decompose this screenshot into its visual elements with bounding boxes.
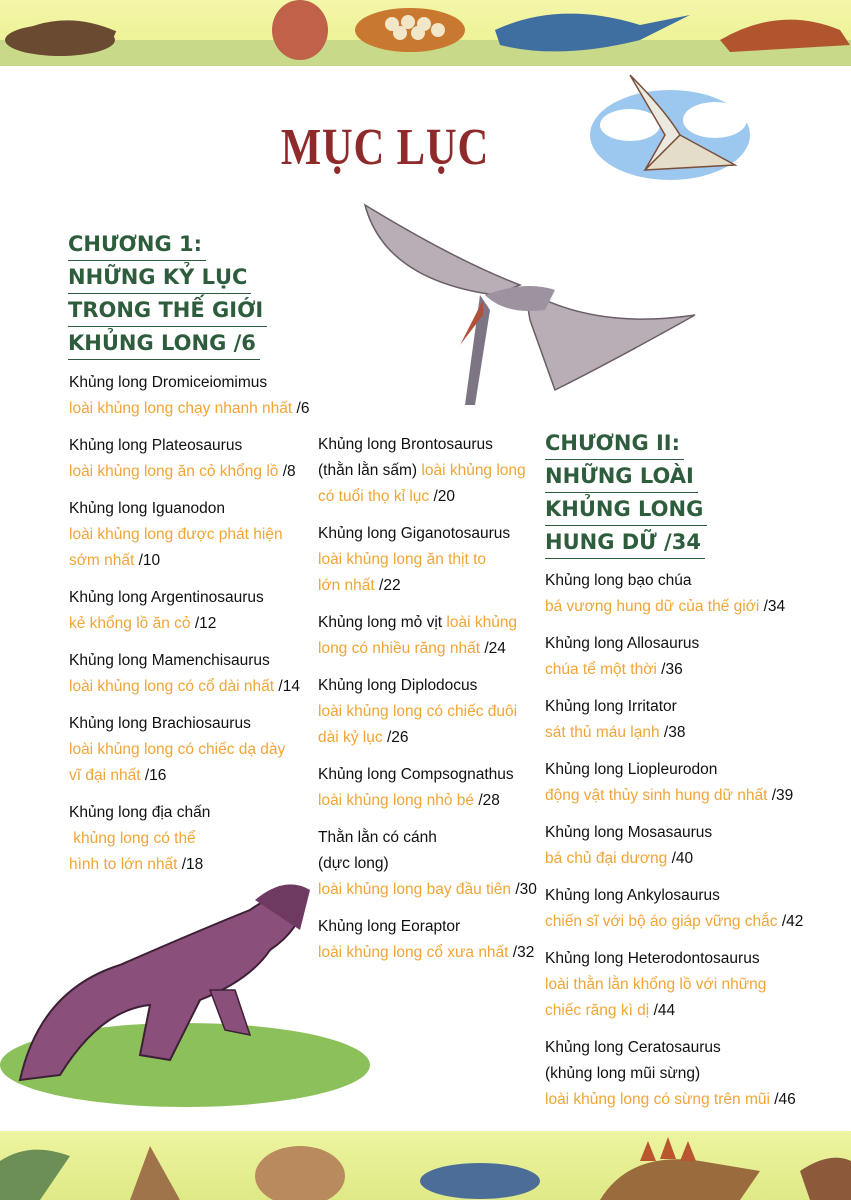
entry-description: chiếc răng kì dị: [545, 1002, 650, 1019]
chapter-2-line: KHỦNG LONG: [545, 493, 707, 526]
entry-page: /28: [478, 792, 500, 809]
entry-description: hình to lớn nhất: [69, 856, 178, 873]
toc-entry[interactable]: [318, 914, 537, 966]
entry-description: loài khủng long chạy nhanh nhất: [69, 400, 293, 417]
entry-description: loài khủng long có chiếc đuôi: [318, 703, 518, 720]
toc-entry[interactable]: [545, 631, 803, 683]
entry-title: Khủng long Dromiceiomimus: [69, 374, 268, 391]
toc-entry[interactable]: [545, 568, 803, 620]
entry-title: Khủng long địa chấn: [69, 804, 211, 821]
entry-page: /36: [661, 661, 683, 678]
entry-page: /16: [144, 767, 167, 784]
toc-entry[interactable]: [318, 673, 537, 751]
entry-title: Khủng long Liopleurodon: [545, 761, 718, 778]
top-illustration-band: [0, 0, 851, 66]
middle-entries: [318, 432, 537, 966]
entry-page: /24: [484, 640, 506, 657]
entry-title: Khủng long Ceratosaurus: [545, 1039, 721, 1056]
entry-subtitle: (thằn lằn sấm): [318, 462, 418, 479]
entry-description: khủng long có thể: [69, 830, 196, 847]
chapter-1-line: TRONG THẾ GIỚI: [68, 294, 267, 327]
toc-entry[interactable]: [69, 711, 309, 789]
chapter-2-line: CHƯƠNG II:: [545, 427, 684, 460]
entry-description: loài khủng long ăn thịt to: [318, 551, 487, 568]
toc-entry[interactable]: [318, 432, 537, 510]
entry-page: /18: [181, 856, 204, 873]
dinosaur-scene-top: [0, 0, 851, 66]
toc-entry[interactable]: [69, 433, 309, 485]
entry-description: bá vương hung dữ của thế giới: [545, 598, 760, 615]
toc-entry[interactable]: [318, 825, 537, 903]
entry-title: Khủng long Irritator: [545, 698, 677, 715]
toc-entry[interactable]: [545, 946, 803, 1024]
entry-description: loài khủng long bay đầu tiên: [318, 881, 512, 898]
entry-description: loài khủng long ăn cỏ khổng lồ: [69, 463, 279, 480]
toc-entry[interactable]: [69, 496, 309, 574]
entry-description: loài khủng long nhỏ bé: [318, 792, 474, 809]
chapter-1-entries: [69, 370, 309, 878]
entry-description: sát thủ máu lạnh: [545, 724, 660, 741]
entry-page: /30: [515, 881, 537, 898]
entry-description: chiến sĩ với bộ áo giáp vững chắc: [545, 913, 778, 930]
toc-entry[interactable]: [545, 883, 803, 935]
entry-description: sớm nhất: [69, 552, 135, 569]
page-title: MỤC LỤC: [280, 119, 490, 176]
toc-entry[interactable]: [318, 610, 537, 662]
entry-subtitle: (dực long): [318, 855, 389, 872]
entry-title: Khủng long Mamenchisaurus: [69, 652, 270, 669]
entry-description: loài khủng long: [421, 462, 526, 479]
bottom-illustration-band: [0, 1131, 851, 1200]
chapter-1-heading: [68, 228, 267, 360]
entry-description: động vật thủy sinh hung dữ nhất: [545, 787, 768, 804]
toc-entry[interactable]: [318, 762, 537, 814]
entry-page: /12: [194, 615, 217, 632]
entry-page: /46: [774, 1091, 796, 1108]
entry-description: dài kỷ lục: [318, 729, 383, 746]
entry-page: /10: [138, 552, 161, 569]
chapter-1-line: CHƯƠNG 1:: [68, 228, 206, 261]
entry-page: /22: [379, 577, 401, 594]
entry-page: /6: [296, 400, 310, 417]
entry-page: /44: [653, 1002, 676, 1019]
toc-entry[interactable]: [69, 800, 309, 878]
entry-title: Thằn lằn có cánh: [318, 829, 437, 846]
entry-title: Khủng long Allosaurus: [545, 635, 700, 652]
entry-title: Khủng long Ankylosaurus: [545, 887, 720, 904]
entry-page: /39: [771, 787, 794, 804]
chapter-2-entries: [545, 568, 803, 1113]
entry-page: /34: [763, 598, 786, 615]
entry-title: Khủng long Eoraptor: [318, 918, 461, 935]
entry-description: loài khủng long có sừng trên mũi: [545, 1091, 770, 1108]
entry-title: Khủng long mỏ vịt: [318, 614, 443, 631]
entry-description: loài khủng long cổ xưa nhất: [318, 944, 509, 961]
entry-title: Khủng long Compsognathus: [318, 766, 514, 783]
entry-description: loài khủng: [446, 614, 518, 631]
entry-title: Khủng long Giganotosaurus: [318, 525, 511, 542]
entry-description: bá chủ đại dương: [545, 850, 668, 867]
entry-page: /26: [386, 729, 409, 746]
entry-page: /42: [781, 913, 804, 930]
entry-description: có tuổi thọ kỉ lục: [318, 488, 430, 505]
pterosaur-illustration: [355, 200, 700, 410]
entry-title: Khủng long Plateosaurus: [69, 437, 243, 454]
toc-entry[interactable]: [318, 521, 537, 599]
chapter-2-heading: [545, 427, 707, 559]
entry-title: Khủng long Brachiosaurus: [69, 715, 251, 732]
toc-entry[interactable]: [545, 1035, 803, 1113]
entry-title: Khủng long bạo chúa: [545, 572, 692, 589]
chapter-1-line: KHỦNG LONG /6: [68, 327, 260, 360]
entry-page: /32: [512, 944, 535, 961]
entry-description: chúa tể một thời: [545, 661, 657, 678]
toc-entry[interactable]: [69, 370, 309, 422]
chapter-1-line: NHỮNG KỶ LỤC: [68, 261, 251, 294]
entry-title: Khủng long Diplodocus: [318, 677, 478, 694]
chapter-2-line: HUNG DỮ /34: [545, 526, 705, 559]
entry-page: /14: [278, 678, 300, 695]
toc-entry[interactable]: [69, 648, 309, 700]
entry-page: /40: [671, 850, 694, 867]
chapter-2-line: NHỮNG LOÀI: [545, 460, 698, 493]
entry-description: loài khủng long được phát hiện: [69, 526, 283, 543]
entry-description: long có nhiều răng nhất: [318, 640, 481, 657]
dinosaur-scene-bottom: [0, 1131, 851, 1200]
toc-entry[interactable]: [545, 694, 803, 746]
toc-entry[interactable]: [545, 757, 803, 809]
toc-entry[interactable]: [69, 585, 309, 637]
entry-description: loài khủng long có cổ dài nhất: [69, 678, 275, 695]
entry-subtitle: (khủng long mũi sừng): [545, 1065, 701, 1082]
entry-description: loài thằn lằn khổng lồ với những: [545, 976, 767, 993]
entry-title: Khủng long Brontosaurus: [318, 436, 493, 453]
entry-title: Khủng long Mosasaurus: [545, 824, 713, 841]
entry-title: Khủng long Heterodontosaurus: [545, 950, 760, 967]
entry-description: vĩ đại nhất: [69, 767, 141, 784]
entry-title: Khủng long Argentinosaurus: [69, 589, 264, 606]
entry-description: loài khủng long có chiếc dạ dày: [69, 741, 286, 758]
entry-title: Khủng long Iguanodon: [69, 500, 226, 517]
entry-description: kẻ khổng lồ ăn cỏ: [69, 615, 191, 632]
toc-entry[interactable]: [545, 820, 803, 872]
entry-page: /20: [433, 488, 456, 505]
entry-page: /38: [663, 724, 686, 741]
entry-description: lớn nhất: [318, 577, 375, 594]
entry-page: /8: [282, 463, 296, 480]
